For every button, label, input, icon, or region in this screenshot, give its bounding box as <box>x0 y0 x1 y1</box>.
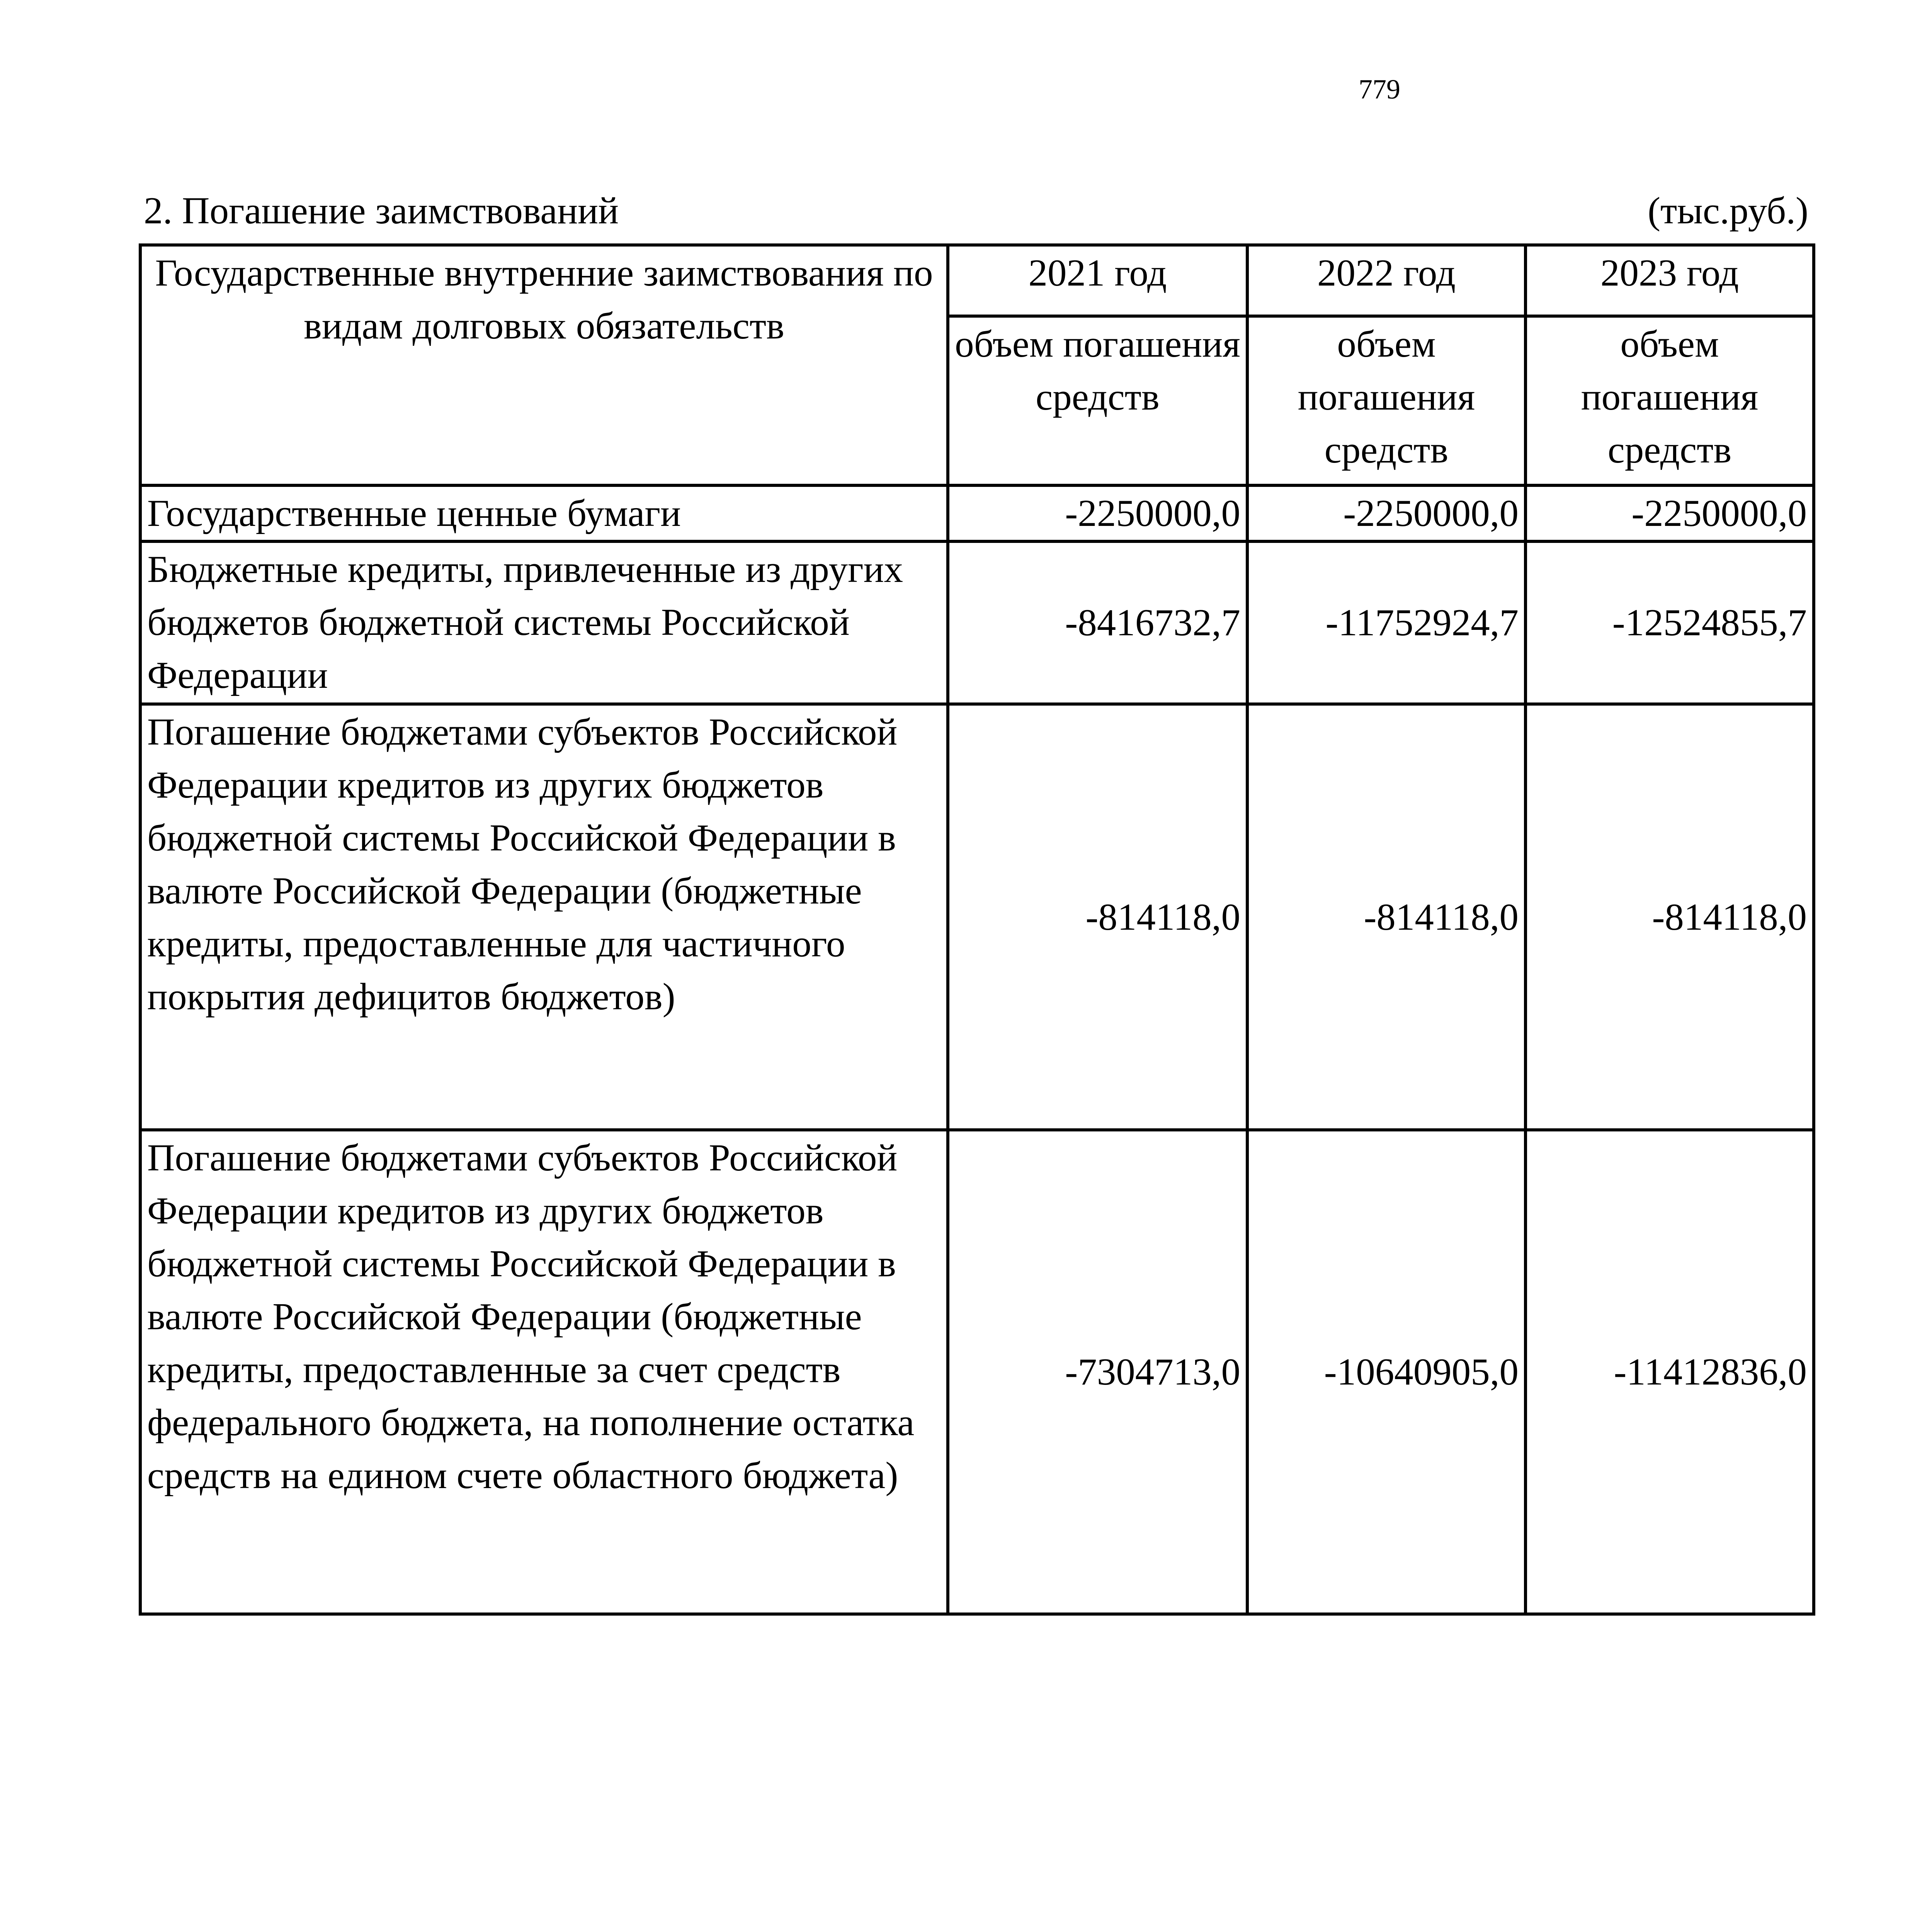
row-label: Погашение бюджетами субъектов Российской Федерации кредитов из других бюджетов бюджетной системы Российской Федерации в валюте Российской Федерации (бюджетные кредиты, предоставленные за счет средств федерального бюджета, на пополнение остатка средств на едином счете областного бюджета) <box>140 1130 948 1614</box>
row-value-2023: -814118,0 <box>1526 704 1814 1130</box>
units-label: (тыс.руб.) <box>1648 190 1808 232</box>
table-row <box>140 1130 1814 1614</box>
header-sub-2021: объем погашения средств <box>948 316 1247 485</box>
header-year-2021: 2021 год <box>948 245 1247 316</box>
borrowings-table <box>139 243 1815 1616</box>
row-label: Государственные ценные бумаги <box>140 485 948 541</box>
table-row <box>140 541 1814 704</box>
table-row <box>140 704 1814 1130</box>
row-value-2023: -2250000,0 <box>1526 485 1814 541</box>
header-sub-2023: объем погашения средств <box>1526 316 1814 485</box>
table-row <box>140 485 1814 541</box>
row-value-2022: -2250000,0 <box>1247 485 1526 541</box>
row-value-2022: -814118,0 <box>1247 704 1526 1130</box>
row-value-2021: -2250000,0 <box>948 485 1247 541</box>
row-value-2023: -11412836,0 <box>1526 1130 1814 1614</box>
row-label: Бюджетные кредиты, привлеченные из других бюджетов бюджетной системы Российской Федерации <box>140 541 948 704</box>
header-year-2023: 2023 год <box>1526 245 1814 316</box>
page-number: 779 <box>1359 74 1400 105</box>
row-value-2021: -814118,0 <box>948 704 1247 1130</box>
row-value-2022: -10640905,0 <box>1247 1130 1526 1614</box>
row-value-2023: -12524855,7 <box>1526 541 1814 704</box>
header-year-2022: 2022 год <box>1247 245 1526 316</box>
header-sub-2022: объем погашения средств <box>1247 316 1526 485</box>
row-value-2021: -7304713,0 <box>948 1130 1247 1614</box>
row-label: Погашение бюджетами субъектов Российской Федерации кредитов из других бюджетов бюджетной системы Российской Федерации в валюте Российской Федерации (бюджетные кредиты, предоставленные для частичного покрытия дефицитов бюджетов) <box>140 704 948 1130</box>
section-title: 2. Погашение заимствований <box>144 190 619 232</box>
header-row-years <box>140 245 1814 316</box>
row-value-2022: -11752924,7 <box>1247 541 1526 704</box>
row-value-2021: -8416732,7 <box>948 541 1247 704</box>
header-name-column: Государственные внутренние заимствования по видам долговых обязательств <box>140 245 948 485</box>
